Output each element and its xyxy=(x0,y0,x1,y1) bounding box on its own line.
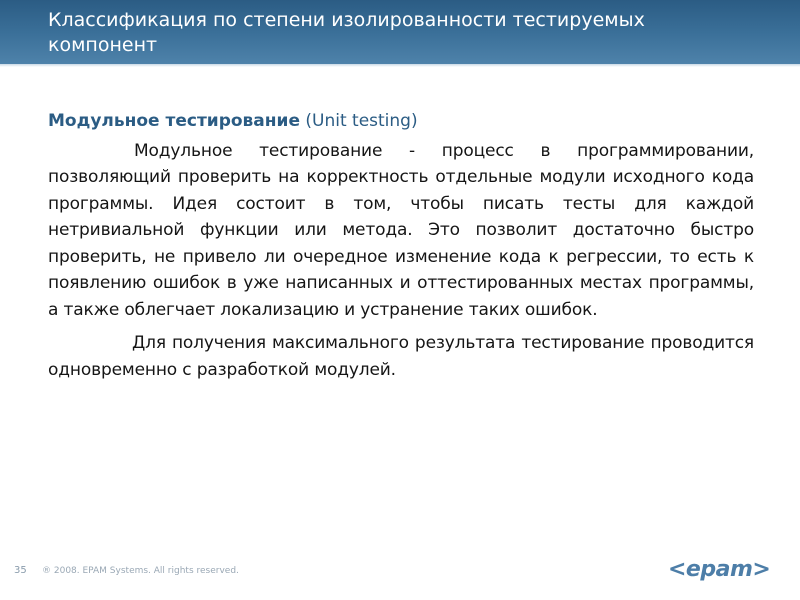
section-heading-english: (Unit testing) xyxy=(299,111,418,131)
slide-title: Классификация по степени изолированности тестируемых компонент xyxy=(48,9,645,56)
copyright-notice: ® 2008. EPAM Systems. All rights reserved. xyxy=(42,566,239,576)
epam-logo: <epam> xyxy=(668,557,771,582)
section-heading-bold: Модульное тестирование xyxy=(48,111,300,131)
body-paragraph: Модульное тестирование - процесс в программировании, позволяющий проверить на корректность отдельные модули исходного кода программы. Идея состоит в том, чтобы писать тесты для каждой нетривиальной функции или метода. Это позволит достаточно быстро проверить, не привело ли очередное изменение кода к регрессии, то есть к появлению ошибок в уже написанных и оттестированных местах программы, а также облегчает локализацию и устранение таких ошибок. xyxy=(48,140,754,320)
title-bar xyxy=(0,0,800,64)
section-heading xyxy=(48,108,754,135)
header-divider xyxy=(0,64,800,67)
body-paragraph: Для получения максимального результата тестирование проводится одновременно с разработкой модулей. xyxy=(48,333,754,380)
slide-body xyxy=(48,108,754,390)
page-number: 35 xyxy=(14,565,27,576)
